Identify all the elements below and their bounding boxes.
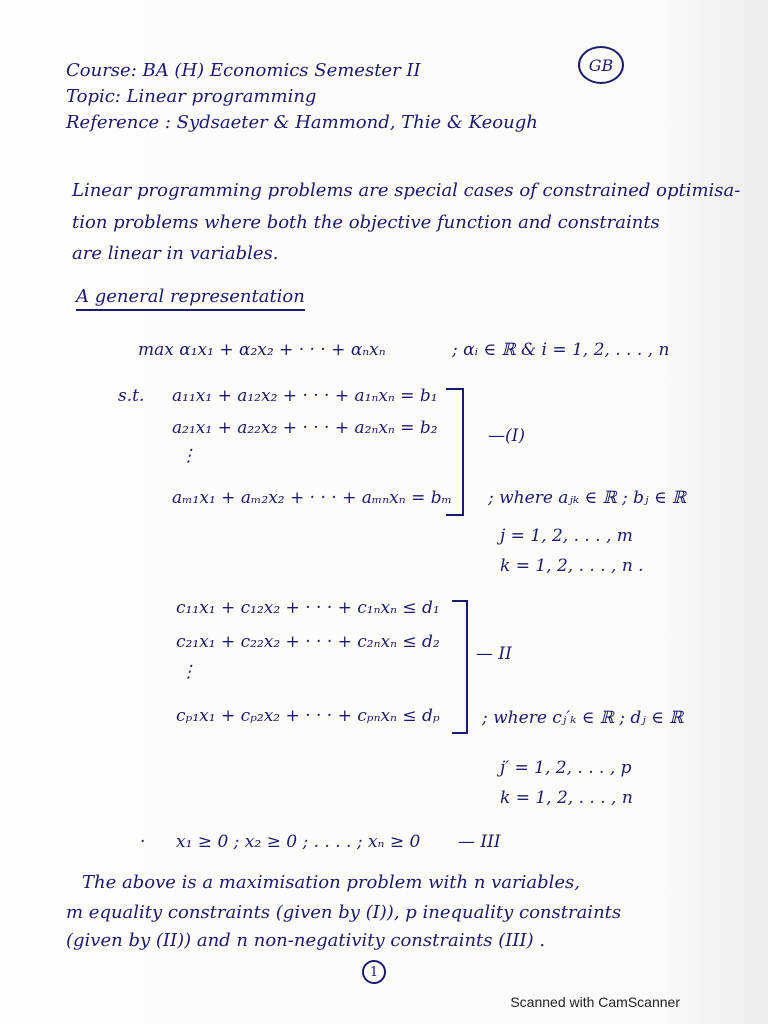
equality-where: ; where aⱼₖ ∈ ℝ ; bⱼ ∈ ℝ — [488, 488, 687, 508]
page-number-circle — [362, 960, 386, 984]
nonneg-expression: x₁ ≥ 0 ; x₂ ≥ 0 ; . . . . ; xₙ ≥ 0 — [176, 832, 421, 852]
course-line: Course: BA (H) Economics Semester II — [66, 60, 421, 81]
inequality-row: c₁₁x₁ + c₁₂x₂ + · · · + c₁ₙxₙ ≤ d₁ — [176, 598, 440, 618]
equality-range-j: j = 1, 2, . . . , m — [500, 526, 633, 546]
summary-line-1: The above is a maximisation problem with n variables, — [82, 872, 581, 893]
inequality-ellipsis: ⋮ — [180, 662, 197, 682]
summary-line-2: m equality constraints (given by (I)), p inequality constraints — [66, 902, 622, 923]
reference-line: Reference : Sydsaeter & Hammond, Thie & Keough — [66, 112, 538, 133]
equality-ellipsis: ⋮ — [180, 446, 197, 466]
equality-row: aₘ₁x₁ + aₘ₂x₂ + · · · + aₘₙxₙ = bₘ — [172, 488, 453, 508]
equality-row: a₂₁x₁ + a₂₂x₂ + · · · + a₂ₙxₙ = b₂ — [172, 418, 438, 438]
objective-condition: ; αᵢ ∈ ℝ & i = 1, 2, . . . , n — [452, 340, 670, 360]
badge-circle — [578, 46, 624, 84]
nonneg-bullet: · — [140, 832, 146, 852]
section-heading: A general representation — [76, 286, 305, 311]
inequality-row: c₂₁x₁ + c₂₂x₂ + · · · + c₂ₙxₙ ≤ d₂ — [176, 632, 440, 652]
intro-line-2: tion problems where both the objective function and constraints — [72, 212, 660, 233]
intro-line-1: Linear programming problems are special cases of constrained optimisa- — [72, 180, 741, 201]
inequality-bracket — [452, 600, 468, 734]
objective-expression: max α₁x₁ + α₂x₂ + · · · + αₙxₙ — [138, 340, 386, 360]
st-label: s.t. — [118, 386, 145, 406]
inequality-where: ; where cⱼ′ₖ ∈ ℝ ; dⱼ ∈ ℝ — [482, 708, 684, 728]
nonneg-tag: — III — [458, 832, 501, 852]
inequality-range-j: j′ = 1, 2, . . . , p — [500, 758, 632, 778]
topic-line: Topic: Linear programming — [66, 86, 317, 107]
scanner-watermark: Scanned with CamScanner — [510, 994, 680, 1010]
equality-tag: —(I) — [488, 426, 525, 446]
equality-bracket — [446, 388, 464, 516]
summary-line-3: (given by (II)) and n non-negativity constraints (III) . — [66, 930, 546, 951]
inequality-tag: — II — [476, 644, 512, 664]
intro-line-3: are linear in variables. — [72, 243, 279, 264]
equality-row: a₁₁x₁ + a₁₂x₂ + · · · + a₁ₙxₙ = b₁ — [172, 386, 438, 406]
badge-text: GB — [588, 55, 614, 75]
inequality-range-k: k = 1, 2, . . . , n — [500, 788, 633, 808]
inequality-row: cₚ₁x₁ + cₚ₂x₂ + · · · + cₚₙxₙ ≤ dₚ — [176, 706, 440, 726]
page-number: 1 — [369, 964, 379, 980]
equality-range-k: k = 1, 2, . . . , n . — [500, 556, 644, 576]
